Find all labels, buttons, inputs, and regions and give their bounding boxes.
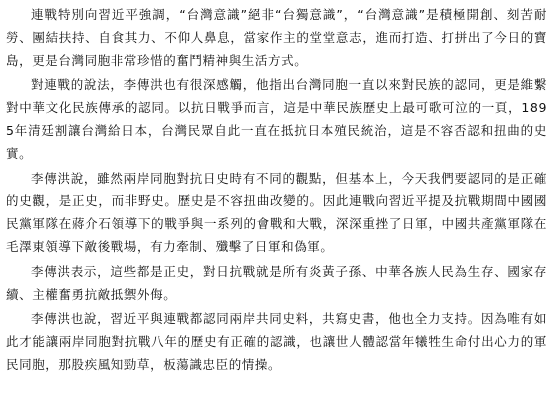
paragraph-2: 對連戰的說法，李傳洪也有很深感觸，他指出台灣同胞一直以來對民族的認同，更是維繫對中華文化民族傳承的認同。以抗日戰爭而言，這是中華民族歷史上最可歌可泣的一頁，1895年清廷割讓台灣給日本，台灣民眾自此一直在抵抗日本殖民統治，這是不容否認和扭曲的史實。 (6, 77, 547, 161)
paragraph-1: 連戰特別向習近平強調，“台灣意識”絕非“台獨意識”，“台灣意識”是積極開創、刻苦耐勞、團結扶持、自食其力、不仰人鼻息，當家作主的堂堂意志，進而打造、打拼出了今日的寶島，更是台灣同胞非常珍惜的奮鬥精神與生活方式。 (6, 7, 547, 68)
paragraph-3: 李傳洪說，雖然兩岸同胞對抗日史時有不同的觀點，但基本上，今天我們要認同的是正確的史觀，是正史，而非野史。歷史是不容扭曲改變的。因此連戰向習近平提及抗戰期間中國國民黨軍隊在蔣介石領導下的戰爭與一系列的會戰和大戰，深深重挫了日軍，中國共產黨軍隊在毛澤東領導下敵後戰場，有力牽制、殲擊了日軍和偽軍。 (6, 170, 547, 254)
paragraph-4: 李傳洪表示，這些都是正史，對日抗戰就是所有炎黃子孫、中華各族人民為生存、國家存續、主權奮勇抗敵抵禦外侮。 (6, 263, 547, 302)
paragraph-5: 李傳洪也說，習近平與連戰都認同兩岸共同史料，共寫史書，他也全力支持。因為唯有如此才能讓兩岸同胞對抗戰八年的歷史有正確的認識，也讓世人體認當年犧牲生命付出心力的軍民同胞，那股疾風知勁草，板蕩識忠臣的情操。 (6, 311, 547, 372)
